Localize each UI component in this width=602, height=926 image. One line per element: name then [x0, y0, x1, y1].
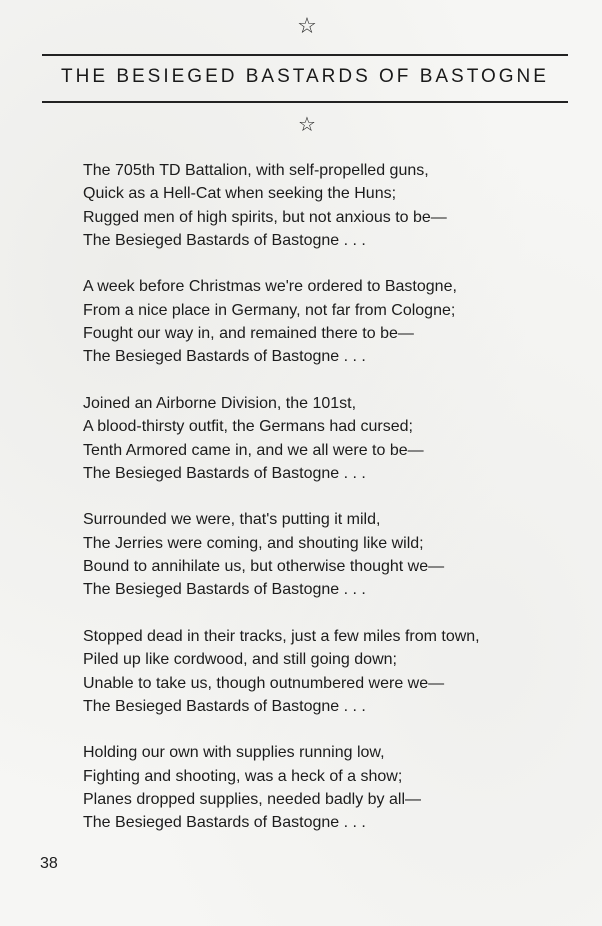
title-rule-top	[42, 54, 568, 56]
poem-line: The Besieged Bastards of Bastogne . . .	[83, 814, 366, 832]
poem-line: Surrounded we were, that's putting it mild,	[83, 511, 381, 529]
star-icon: ☆	[297, 14, 317, 39]
poem-line: The Besieged Bastards of Bastogne . . .	[83, 697, 366, 715]
page-number: 38	[40, 855, 58, 872]
poem-line: The Besieged Bastards of Bastogne . . .	[83, 348, 366, 366]
poem-line: The Jerries were coming, and shouting like wild;	[83, 534, 424, 552]
poem-line: The Besieged Bastards of Bastogne . . .	[83, 581, 366, 599]
poem-line: Piled up like cordwood, and still going down;	[83, 651, 397, 669]
poem-line: Stopped dead in their tracks, just a few miles from town,	[83, 627, 480, 645]
poem-line: The Besieged Bastards of Bastogne . . .	[83, 231, 366, 249]
title-rule-bottom	[42, 101, 568, 103]
poem-line: Joined an Airborne Division, the 101st,	[83, 394, 357, 412]
poem-line: Tenth Armored came in, and we all were to be—	[83, 441, 424, 459]
poem-line: A week before Christmas we're ordered to Bastogne,	[83, 278, 457, 296]
stanza	[83, 275, 583, 368]
poem-line: Planes dropped supplies, needed badly by all—	[83, 791, 422, 809]
poem-line: The 705th TD Battalion, with self-propelled guns,	[83, 162, 429, 179]
poem-line: Fighting and shooting, was a heck of a show;	[83, 767, 403, 785]
star-icon: ☆	[298, 112, 316, 136]
stanza	[83, 392, 583, 485]
poem-title: THE BESIEGED BASTARDS OF BASTOGNE	[61, 66, 549, 87]
poem-line: Rugged men of high spirits, but not anxious to be—	[83, 208, 447, 226]
stanza	[83, 625, 583, 718]
poem-line: Unable to take us, though outnumbered were we—	[83, 674, 445, 692]
stanza	[83, 741, 583, 834]
poem-line: Bound to annihilate us, but otherwise thought we—	[83, 558, 445, 576]
poem-body	[83, 159, 583, 858]
stanza	[83, 508, 583, 601]
poem-line: Quick as a Hell-Cat when seeking the Huns;	[83, 185, 397, 203]
stanza	[83, 159, 583, 252]
poem-line: From a nice place in Germany, not far from Cologne;	[83, 301, 456, 319]
poem-line: The Besieged Bastards of Bastogne . . .	[83, 464, 366, 482]
poem-line: Fought our way in, and remained there to be—	[83, 325, 414, 343]
poem-line: A blood-thirsty outfit, the Germans had cursed;	[83, 418, 413, 436]
poem-line: Holding our own with supplies running low,	[83, 744, 385, 762]
